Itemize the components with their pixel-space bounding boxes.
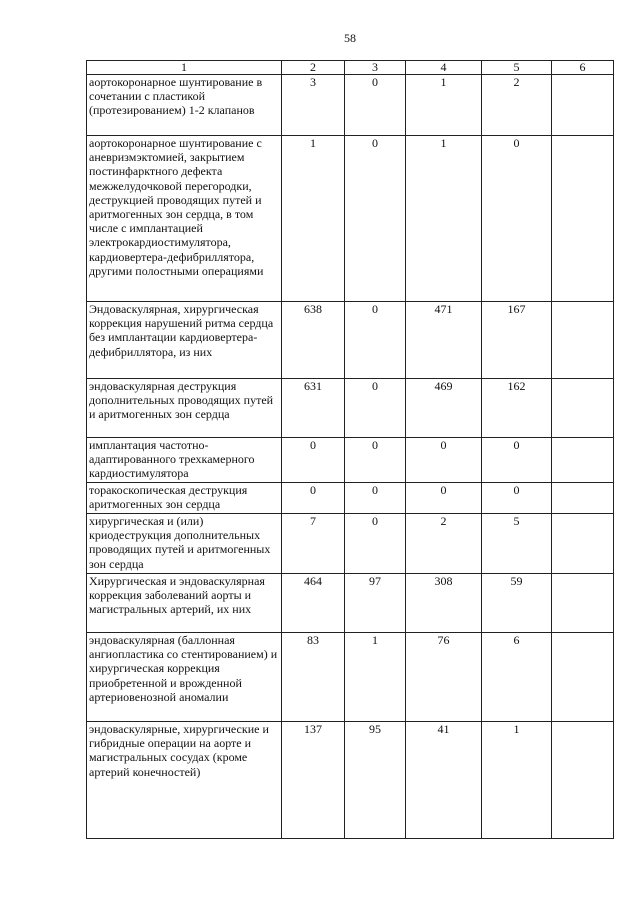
table-cell: 0	[345, 514, 406, 574]
table-cell: 464	[282, 574, 345, 633]
table-cell: 1	[345, 633, 406, 722]
table-cell: 137	[282, 722, 345, 839]
column-header: 6	[552, 61, 614, 75]
table-cell: 83	[282, 633, 345, 722]
row-label: аортокоронарное шунтирование с аневризмэктомией, закрытием постинфарктного дефекта межжелудочковой перегородки, деструкцией проводящих путей и аритмогенных зон сердца, в том числе с имплантацией электрокардиостимулятора, кардиовертера-дефибриллятора, другими полостными операциями	[87, 136, 282, 302]
table-cell: 0	[406, 438, 482, 483]
table-cell: 1	[282, 136, 345, 302]
table-cell: 0	[482, 136, 552, 302]
table-cell	[552, 574, 614, 633]
table-cell: 0	[345, 379, 406, 438]
table-cell: 7	[282, 514, 345, 574]
row-label: имплантация частотно-адаптированного трехкамерного кардиостимулятора	[87, 438, 282, 483]
table-cell	[552, 136, 614, 302]
table-row	[87, 136, 614, 302]
page-number: 58	[344, 31, 356, 45]
row-label: Эндоваскулярная, хирургическая коррекция нарушений ритма сердца без имплантации кардиовертера-дефибриллятора, из них	[87, 302, 282, 379]
table-row	[87, 379, 614, 438]
table-cell: 638	[282, 302, 345, 379]
table-cell: 471	[406, 302, 482, 379]
table-cell	[552, 75, 614, 136]
table-cell: 5	[482, 514, 552, 574]
column-header: 4	[406, 61, 482, 75]
table-cell	[552, 379, 614, 438]
table-cell: 97	[345, 574, 406, 633]
table-cell: 6	[482, 633, 552, 722]
table-cell	[552, 302, 614, 379]
table-cell: 0	[345, 483, 406, 514]
table-row	[87, 514, 614, 574]
table-cell: 1	[482, 722, 552, 839]
row-label: хирургическая и (или) криодеструкция дополнительных проводящих путей и аритмогенных зон сердца	[87, 514, 282, 574]
table-row	[87, 75, 614, 136]
column-header: 1	[87, 61, 282, 75]
table-cell	[552, 514, 614, 574]
column-header: 5	[482, 61, 552, 75]
row-label: эндоваскулярные, хирургические и гибридные операции на аорте и магистральных сосудах (кроме артерий конечностей)	[87, 722, 282, 839]
table-cell: 631	[282, 379, 345, 438]
row-label: аортокоронарное шунтирование в сочетании с пластикой (протезированием) 1-2 клапанов	[87, 75, 282, 136]
table-cell: 0	[406, 483, 482, 514]
data-table	[86, 60, 614, 839]
table-cell: 76	[406, 633, 482, 722]
table-row	[87, 574, 614, 633]
table-cell: 41	[406, 722, 482, 839]
row-label: эндоваскулярная (баллонная ангиопластика со стентированием) и хирургическая коррекция приобретенной и врожденной артериовенозной аномалии	[87, 633, 282, 722]
table-cell: 162	[482, 379, 552, 438]
table-row	[87, 302, 614, 379]
row-label: эндоваскулярная деструкция дополнительных проводящих путей и аритмогенных зон сердца	[87, 379, 282, 438]
table-cell: 0	[345, 438, 406, 483]
table-row	[87, 438, 614, 483]
column-header: 3	[345, 61, 406, 75]
table-cell: 2	[406, 514, 482, 574]
table-cell: 59	[482, 574, 552, 633]
table-cell: 0	[282, 438, 345, 483]
table-cell: 0	[345, 136, 406, 302]
table-cell: 308	[406, 574, 482, 633]
table-cell: 3	[282, 75, 345, 136]
row-label: Хирургическая и эндоваскулярная коррекция заболеваний аорты и магистральных артерий, их них	[87, 574, 282, 633]
table-cell	[552, 438, 614, 483]
table-cell	[552, 483, 614, 514]
table-cell	[552, 722, 614, 839]
table-cell: 0	[482, 483, 552, 514]
table-cell: 167	[482, 302, 552, 379]
row-label: торакоскопическая деструкция аритмогенных зон сердца	[87, 483, 282, 514]
table-cell: 469	[406, 379, 482, 438]
header-row	[87, 61, 614, 75]
table-cell: 0	[345, 302, 406, 379]
column-header: 2	[282, 61, 345, 75]
table-cell: 0	[482, 438, 552, 483]
table-cell: 1	[406, 75, 482, 136]
table-cell: 0	[345, 75, 406, 136]
table-cell: 1	[406, 136, 482, 302]
table-row	[87, 722, 614, 839]
table-row	[87, 633, 614, 722]
table-cell: 2	[482, 75, 552, 136]
table-cell: 0	[282, 483, 345, 514]
table-cell: 95	[345, 722, 406, 839]
table-row	[87, 483, 614, 514]
table-cell	[552, 633, 614, 722]
